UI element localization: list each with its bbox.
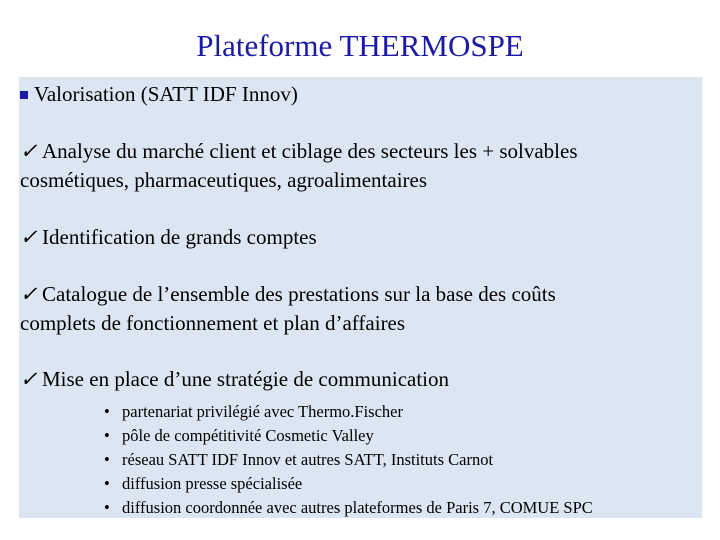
check-item-market-analysis	[20, 137, 700, 195]
bullet-icon: •	[104, 402, 110, 421]
bullet-icon: •	[104, 426, 110, 445]
slide-title: Plateforme THERMOSPE	[196, 28, 524, 63]
checkmark-icon: ✓	[20, 225, 38, 249]
check-item-text: Identification de grands comptes	[42, 225, 317, 249]
list-item	[104, 472, 593, 496]
check-item-text: Catalogue de l’ensemble des prestations sur la base des coûts	[42, 282, 556, 306]
check-item-catalogue	[20, 280, 700, 338]
check-item-text: Analyse du marché client et ciblage des secteurs les + solvables	[42, 139, 578, 163]
communication-sub-list	[104, 400, 593, 520]
list-item	[104, 400, 593, 424]
check-item-text-cont: cosmétiques, pharmaceutiques, agroalimentaires	[20, 168, 428, 192]
section-heading-text: Valorisation (SATT IDF Innov)	[34, 82, 298, 106]
section-heading	[20, 80, 298, 108]
bullet-icon: •	[104, 474, 110, 493]
checkmark-icon: ✓	[20, 282, 38, 306]
list-item-text: diffusion coordonnée avec autres plateformes de Paris 7, COMUE SPC	[122, 498, 593, 517]
list-item-text: partenariat privilégié avec Thermo.Fischer	[122, 402, 403, 421]
list-item-text: réseau SATT IDF Innov et autres SATT, Instituts Carnot	[122, 450, 494, 469]
list-item	[104, 424, 593, 448]
check-item-text-cont: complets de fonctionnement et plan d’affaires	[20, 311, 406, 335]
list-item	[104, 496, 593, 520]
checkmark-icon: ✓	[20, 367, 38, 391]
checkmark-icon: ✓	[20, 139, 38, 163]
list-item	[104, 448, 593, 472]
check-item-key-accounts	[20, 223, 700, 252]
bullet-icon: •	[104, 498, 110, 517]
bullet-icon: •	[104, 450, 110, 469]
check-item-text: Mise en place d’une stratégie de communication	[42, 367, 450, 391]
list-item-text: diffusion presse spécialisée	[122, 474, 303, 493]
square-bullet-icon	[20, 91, 28, 99]
list-item-text: pôle de compétitivité Cosmetic Valley	[122, 426, 374, 445]
check-item-communication	[20, 365, 700, 394]
